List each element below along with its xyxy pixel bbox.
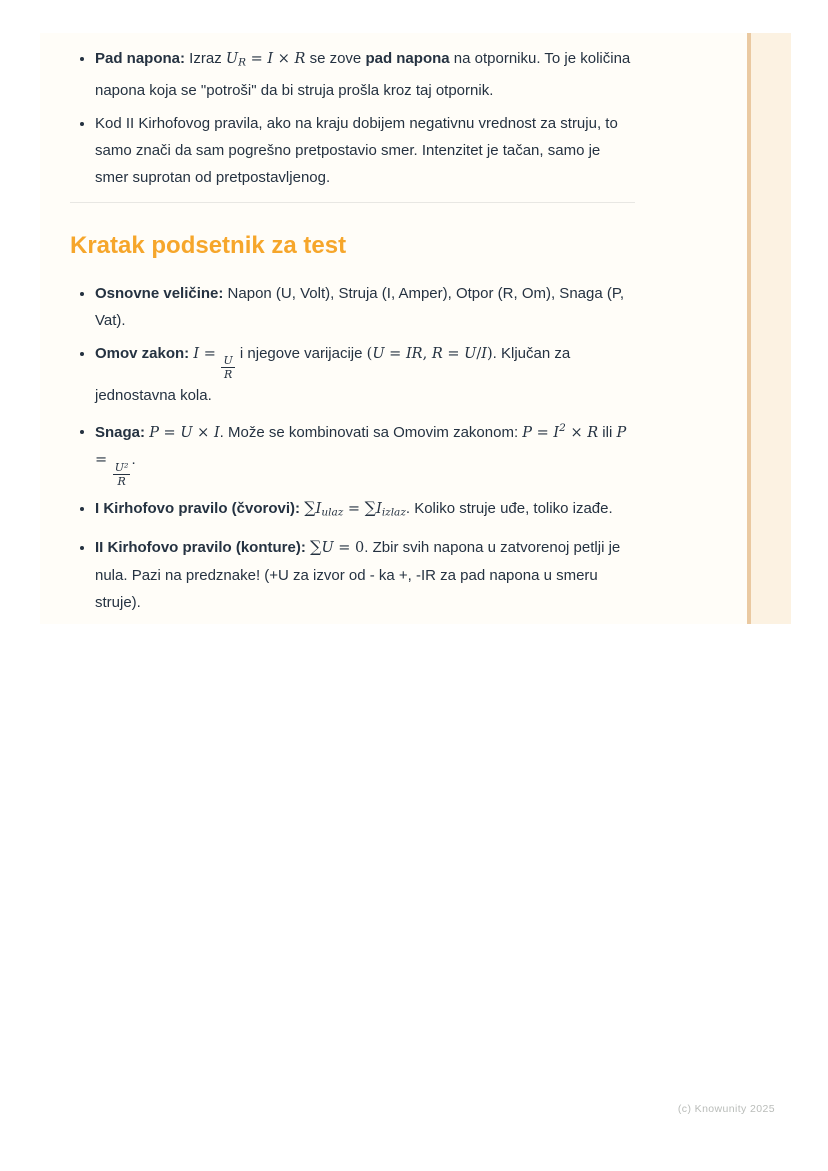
list-item: • Kod II Kirhofovog pravila, ako na kraju dobijem negativnu vrednost za struju, to samo znači da sam pogrešno pretpostavio smer. Intenzitet je tačan, samo je smer suprotan od pretpostavljenog. bbox=[95, 110, 635, 191]
math-fraction: $\frac{U}{R}$ bbox=[223, 354, 233, 382]
list-item: • Omov zakon: I = $\frac{U}{R}$ i njegove varijacije (U = IR, R = U/I). Ključan za jednostavna kola. bbox=[95, 340, 635, 409]
section-heading: Kratak podsetnik za test bbox=[70, 231, 347, 259]
list-item: • Snaga: P = U × I. Može se kombinovati sa Omovim zakonom: $P = I^2 \times R$ ili P = $\frac{\text{U²}}{R}$ . bbox=[95, 415, 635, 489]
copyright-footer: (c) Knowunity 2025 bbox=[677, 1103, 775, 1115]
notes-list bbox=[70, 45, 635, 191]
list-item: • II Kirhofovo pravilo (konture): ∑U = 0. Zbir svih napona u zatvorenoj petlji je nula. Pazi na predznake! (+U za izvor od - ka +, -IR za pad napona u smeru struje). bbox=[95, 533, 635, 616]
list-item: • I Kirhofovo pravilo (čvorovi): ∑Iulaz = ∑Iizlaz. Koliko struje uđe, toliko izađe. bbox=[95, 494, 635, 527]
notes-card bbox=[40, 33, 791, 624]
document-content bbox=[70, 33, 635, 616]
list-item: • Osnovne veličine: Napon (U, Volt), Struja (I, Amper), Otpor (R, Om), Snaga (P, Vat). bbox=[95, 280, 635, 334]
divider bbox=[70, 202, 635, 203]
math-fraction: $\frac{\text{U²}}{R}$ bbox=[114, 460, 129, 489]
list-item: • Pad napona: Izraz UR = I × R se zove pad napona na otporniku. To je količina napona koja se "potroši" da bi struja prošla kroz taj otpornik. bbox=[95, 45, 635, 104]
page-edge-stripe bbox=[747, 33, 791, 624]
reminder-list bbox=[70, 280, 635, 616]
